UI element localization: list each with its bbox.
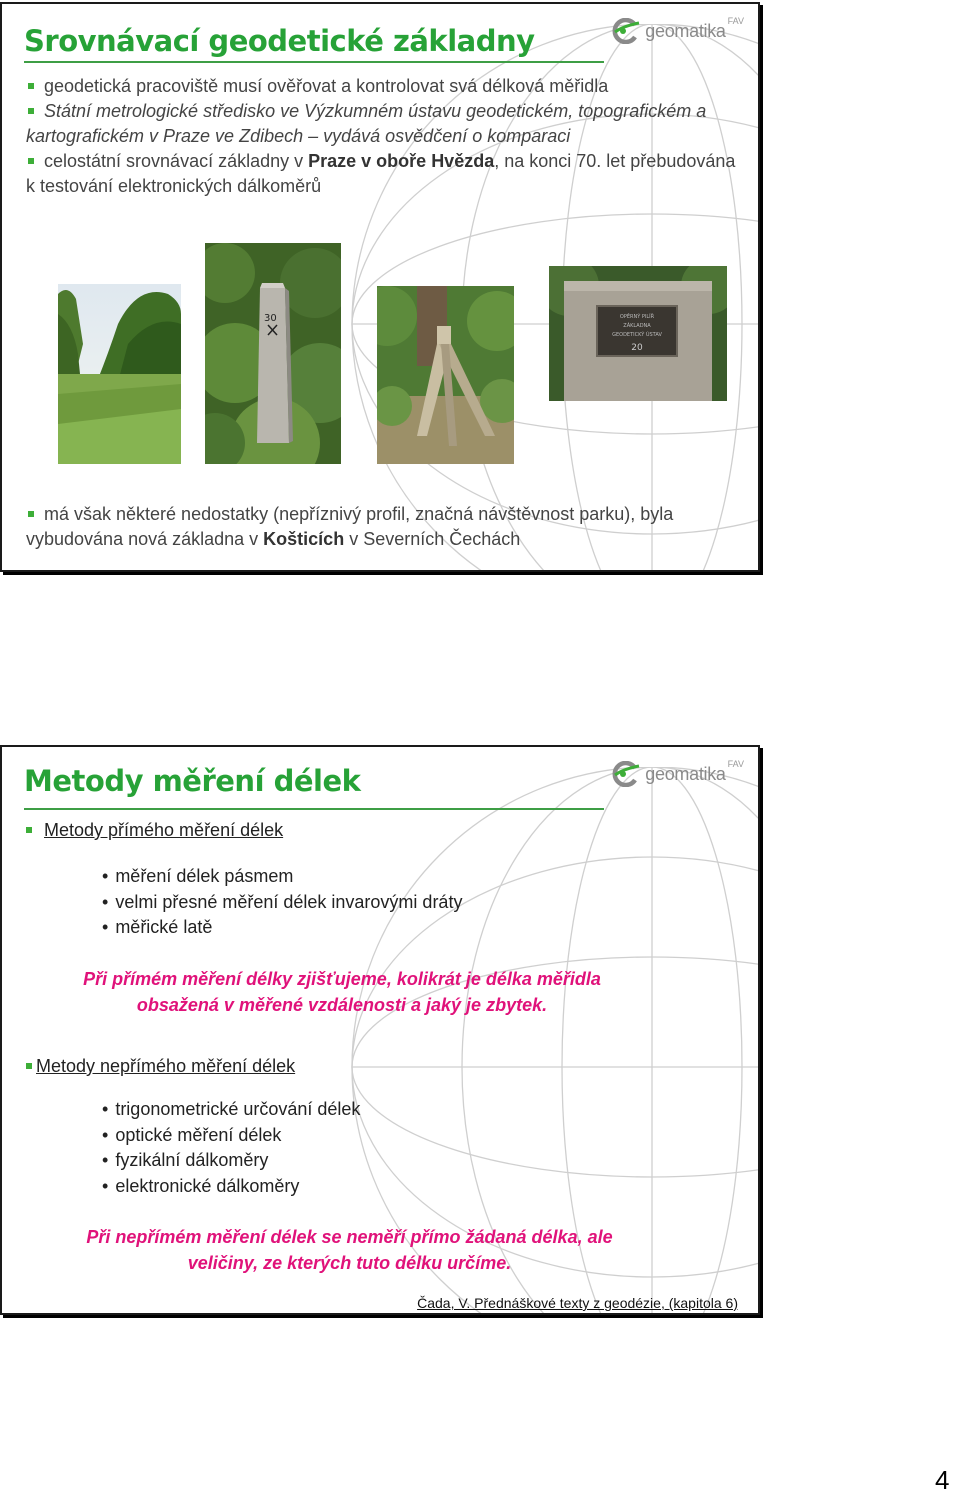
bullet-text: Státní metrologické středisko ve Výzkumném ústavu geodetickém, topografickém a kartografickém v Praze ve Zdibech – vydává osvědčení o komparaci xyxy=(26,101,707,146)
note-line: Při nepřímém měření délek se neměří přímo žádaná délka, ale xyxy=(86,1227,613,1247)
list-item: • velmi přesné měření délek invarovými dráty xyxy=(102,890,462,916)
plaque-line: OPĚRNÝ PILÍŘ xyxy=(619,314,655,320)
list-item: • fyzikální dálkoměry xyxy=(102,1148,360,1174)
list-item: • optické měření délek xyxy=(102,1123,360,1149)
plaque-line: GEODETICKÝ ÚSTAV xyxy=(612,332,662,338)
bullet-marker xyxy=(26,1063,32,1069)
bullet-item xyxy=(26,149,740,199)
plaque-number: 20 xyxy=(631,343,643,353)
bullet-bold-text: Praze v oboře Hvězda xyxy=(308,151,495,171)
title-underline xyxy=(24,808,604,810)
plaque-line: ZÁKLADNA xyxy=(623,323,651,329)
note-line: obsažená v měřené vzdálenosti a jaký je zbytek. xyxy=(136,994,548,1015)
list-item: • elektronické dálkoměry xyxy=(102,1174,360,1200)
bullet-item xyxy=(26,74,740,99)
bullet-marker xyxy=(28,83,34,89)
geomatika-logo xyxy=(609,18,744,44)
bullet-item xyxy=(26,502,740,552)
page-title: Metody měření délek xyxy=(24,764,361,798)
bullet-marker xyxy=(28,108,34,114)
geomatika-logo-icon xyxy=(609,761,641,787)
bullet-text: má však některé nedostatky (nepříznivý profil, značná návštěvnost parku), byla vybudována nová základna v xyxy=(26,504,674,549)
slide-comparison-baselines xyxy=(0,2,760,572)
section-heading: Metody nepřímého měření délek xyxy=(36,1056,296,1076)
bullet-text: geodetická pracoviště musí ověřovat a kontrolovat svá délková měřidla xyxy=(44,76,609,96)
list-item: • trigonometrické určování délek xyxy=(102,1097,360,1123)
section-direct-methods xyxy=(26,820,283,841)
logo-text: geomatika xyxy=(645,764,726,784)
photo-pillar-plaque xyxy=(549,266,727,401)
logo-superscript: FAV xyxy=(727,16,744,26)
bullet-marker xyxy=(26,827,32,833)
list-item: • měření délek pásmem xyxy=(102,864,462,890)
logo-text: geomatika xyxy=(645,21,726,41)
photo-marker-post xyxy=(205,243,341,464)
title-underline xyxy=(24,61,604,63)
bullet-text: v Severních Čechách xyxy=(344,529,521,549)
bullet-marker xyxy=(28,511,34,517)
bullet-list-top xyxy=(26,74,740,199)
source-reference: Čada, V. Přednáškové texty z geodézie, (kapitola 6) xyxy=(417,1295,738,1311)
page-title: Srovnávací geodetické základny xyxy=(24,24,535,58)
section-heading: Metody přímého měření délek xyxy=(44,820,284,840)
bullet-text: , na konci 70. let přebudována k testování elektronických dálkoměrů xyxy=(26,151,736,196)
direct-methods-list xyxy=(102,864,462,941)
bullet-list-bottom xyxy=(26,502,740,552)
list-item: • měřické latě xyxy=(102,915,462,941)
photo-tree-avenue xyxy=(58,284,181,464)
indirect-methods-note xyxy=(22,1225,677,1276)
geomatika-logo-icon xyxy=(609,18,641,44)
marker-number: 30 xyxy=(264,313,277,324)
logo-superscript: FAV xyxy=(727,759,744,769)
bullet-marker xyxy=(28,158,34,164)
section-indirect-methods xyxy=(26,1056,295,1077)
photo-wooden-tripod xyxy=(377,286,514,464)
slide-length-methods xyxy=(0,745,760,1315)
note-line: veličiny, ze kterých tuto délku určíme. xyxy=(187,1252,512,1273)
direct-methods-note xyxy=(22,967,662,1018)
bullet-bold-text: Košticích xyxy=(263,529,345,549)
page-number: 4 xyxy=(935,1465,950,1495)
indirect-methods-list xyxy=(102,1097,360,1199)
note-line: Při přímém měření délky zjišťujeme, kolikrát je délka měřidla xyxy=(83,969,601,989)
bullet-item xyxy=(26,99,740,149)
bullet-text: celostátní srovnávací základny v xyxy=(44,151,309,171)
geomatika-logo xyxy=(609,761,744,787)
